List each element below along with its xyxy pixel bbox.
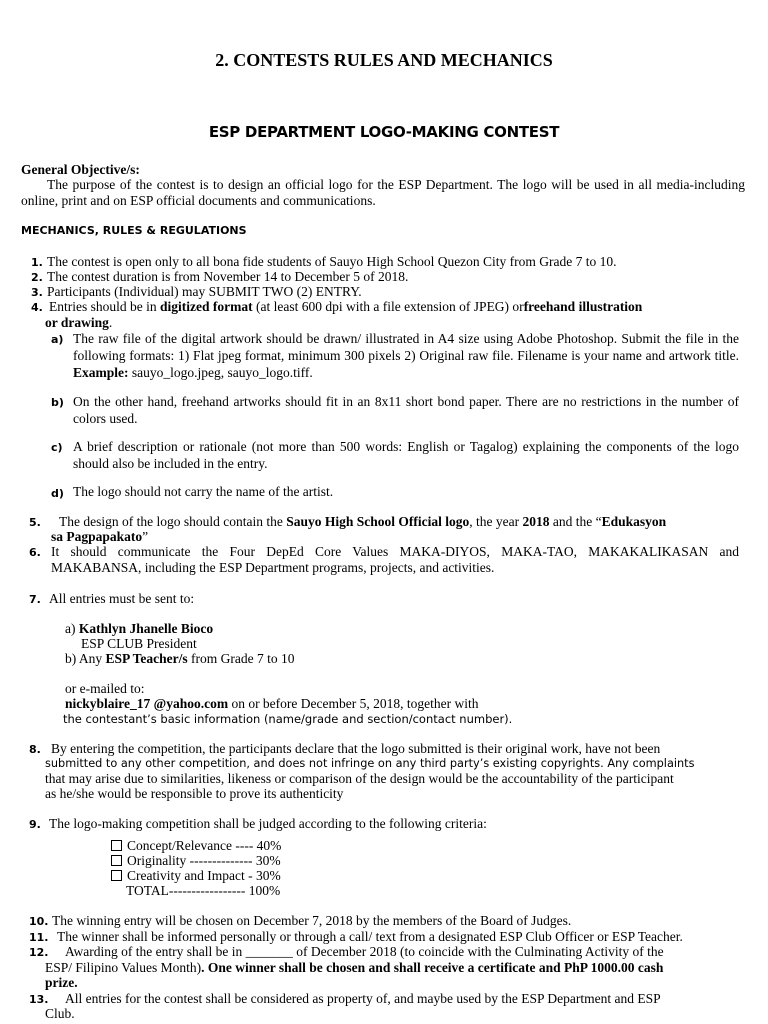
item-5-text-line1 — [59, 514, 666, 530]
recipient-b-label: b) Any — [65, 651, 106, 666]
item-8-text-line2: submitted to any other competition, and does not infringe on any third party’s existing copyrights. Any complaints — [45, 757, 695, 770]
checkbox-icon — [111, 870, 122, 881]
item-8-number: 8. — [29, 743, 41, 756]
mechanics-heading: MECHANICS, RULES & REGULATIONS — [21, 224, 247, 237]
criterion-creativity — [111, 868, 281, 884]
item-12-number: 12. — [29, 946, 49, 959]
item-7-number: 7. — [29, 593, 41, 606]
recipient-b — [65, 651, 295, 667]
item-7-text: All entries must be sent to: — [49, 591, 195, 606]
item-13-text-line1: All entries for the contest shall be considered as property of, and maybe used by the ESP Department and ESP — [65, 991, 661, 1006]
subitem-a-example-text: sauyo_logo.jpeg, sauyo_logo.tiff. — [128, 365, 313, 380]
item-9-number: 9. — [29, 818, 41, 831]
item-12-text-line1: Awarding of the entry shall be in _______ of December 2018 (to coincide with the Culminating Activity of the — [65, 944, 664, 959]
email-address: nickyblaire_17 @yahoo.com — [65, 696, 229, 711]
subitem-b-text: On the other hand, freehand artworks should fit in an 8x11 short bond paper. There are no restrictions in the number of colors used. — [73, 394, 739, 426]
criterion-originality — [111, 853, 281, 869]
item-5-text-d: 2018 — [522, 514, 550, 529]
item-5-text-c: , the year — [469, 514, 523, 529]
email-deadline: on or before December 5, 2018, together with — [228, 696, 479, 711]
item-13-text-line2: Club. — [45, 1006, 75, 1021]
item-11-text: The winner shall be informed personally or through a call/ text from a designated ESP Club Officer or ESP Teacher. — [57, 929, 683, 944]
item-4-text-f: . — [108, 315, 113, 330]
item-8-text-line3: that may arise due to similarities, likeness or comparison of the design would be the accountability of the participant — [45, 771, 674, 786]
criteria-total: TOTAL----------------- 100% — [126, 883, 281, 898]
subitem-a-text — [73, 330, 739, 381]
item-9-text: The logo-making competition shall be judged according to the following criteria: — [49, 816, 487, 831]
recipient-a-name: Kathlyn Jhanelle Bioco — [78, 621, 214, 636]
item-5-text-e: and the “ — [549, 514, 602, 529]
item-4-text-e: or drawing — [45, 315, 109, 330]
item-3-number: 3. — [31, 286, 43, 299]
item-6-number: 6. — [29, 546, 41, 559]
criterion-originality-text: Originality -------------- 30% — [127, 853, 281, 868]
item-8-text-line4: as he/she would be responsible to prove its authenticity — [45, 786, 344, 801]
item-1-number: 1. — [31, 256, 43, 269]
email-intro: or e-mailed to: — [65, 681, 145, 696]
item-3-text: Participants (Individual) may SUBMIT TWO (2) ENTRY. — [47, 284, 362, 299]
item-12-text-line2 — [45, 960, 663, 976]
item-4-text-line1 — [49, 299, 642, 315]
item-5-text-g: sa Pagpapakato — [51, 529, 143, 544]
item-4-text-d: freehand illustration — [523, 299, 643, 314]
criterion-concept — [111, 838, 281, 854]
item-10-text: The winning entry will be chosen on December 7, 2018 by the members of the Board of Judges. — [52, 913, 572, 928]
recipient-a-label: a) — [65, 621, 79, 636]
item-12-text-b: ESP/ Filipino Values Month) — [45, 960, 202, 975]
item-12-text-c: . One winner shall be chosen and shall receive a certificate and PhP 1000.00 cash — [201, 960, 664, 975]
item-5-text-b: Sauyo High School Official logo — [286, 514, 470, 529]
recipient-a-role: ESP CLUB President — [81, 636, 197, 651]
subitem-a-label: a) — [51, 333, 64, 346]
email-line — [65, 696, 478, 712]
item-4-text-c: (at least 600 dpi with a file extension of JPEG) or — [252, 299, 524, 314]
item-5-number: 5. — [29, 516, 41, 529]
item-12-text-d: prize. — [45, 975, 78, 990]
subitem-c-text: A brief description or rationale (not more than 500 words: English or Tagalog) explaining the components of the logo should also be included in the entry. — [73, 439, 739, 471]
checkbox-icon — [111, 855, 122, 866]
subitem-b-label: b) — [51, 396, 64, 409]
recipient-b-rest: from Grade 7 to 10 — [187, 651, 295, 666]
item-5-text-line2 — [51, 529, 148, 545]
item-2-number: 2. — [31, 271, 43, 284]
item-2-text: The contest duration is from November 14 to December 5 of 2018. — [47, 269, 409, 284]
item-4-text-b: digitized format — [160, 299, 253, 314]
item-13-number: 13. — [29, 993, 49, 1006]
subitem-d-label: d) — [51, 487, 64, 500]
recipient-b-bold: ESP Teacher/s — [105, 651, 188, 666]
item-4-text-line2 — [45, 315, 112, 331]
criterion-creativity-text: Creativity and Impact - 30% — [127, 868, 281, 883]
subitem-c-label: c) — [51, 441, 63, 454]
item-5-text-f: Edukasyon — [601, 514, 667, 529]
checkbox-icon — [111, 840, 122, 851]
subitem-a-example-label: Example: — [73, 365, 129, 380]
objective-label: General Objective/s: — [21, 162, 140, 177]
item-5-text-h: ” — [142, 529, 149, 544]
criterion-concept-text: Concept/Relevance ---- 40% — [127, 838, 282, 853]
item-10-number: 10. — [29, 915, 49, 928]
email-info: the contestant’s basic information (name/grade and section/contact number). — [63, 712, 513, 726]
subitem-a-text-main: The raw file of the digital artwork should be drawn/ illustrated in A4 size using Adobe Photoshop. Submit the file in the following formats: 1) Flat jpeg format, minimum 300 pixels 2) Original raw file. Filename is your name and artwork title. — [73, 331, 739, 363]
page-heading: 2. CONTESTS RULES AND MECHANICS — [215, 50, 553, 70]
recipient-a — [65, 621, 213, 637]
item-4-number: 4. — [31, 301, 43, 314]
subitem-d-text: The logo should not carry the name of the artist. — [73, 484, 334, 499]
objective-text: The purpose of the contest is to design an official logo for the ESP Department. The logo will be used in all media-including online, print and on ESP official documents and communications. — [21, 177, 745, 208]
item-11-number: 11. — [29, 931, 49, 944]
item-6-text: It should communicate the Four DepEd Core Values MAKA-DIYOS, MAKA-TAO, MAKAKALIKASAN and MAKABANSA, including the ESP Department programs, projects, and activities. — [51, 544, 739, 575]
item-12-text-line3 — [45, 975, 78, 991]
item-5-text-a: The design of the logo should contain the — [59, 514, 287, 529]
item-8-text-line1: By entering the competition, the participants declare that the logo submitted is their original work, have not been — [51, 741, 661, 756]
item-1-text: The contest is open only to all bona fide students of Sauyo High School Quezon City from Grade 7 to 10. — [47, 254, 617, 269]
item-4-text-a: Entries should be in — [49, 299, 160, 314]
contest-title: ESP DEPARTMENT LOGO-MAKING CONTEST — [208, 123, 560, 141]
